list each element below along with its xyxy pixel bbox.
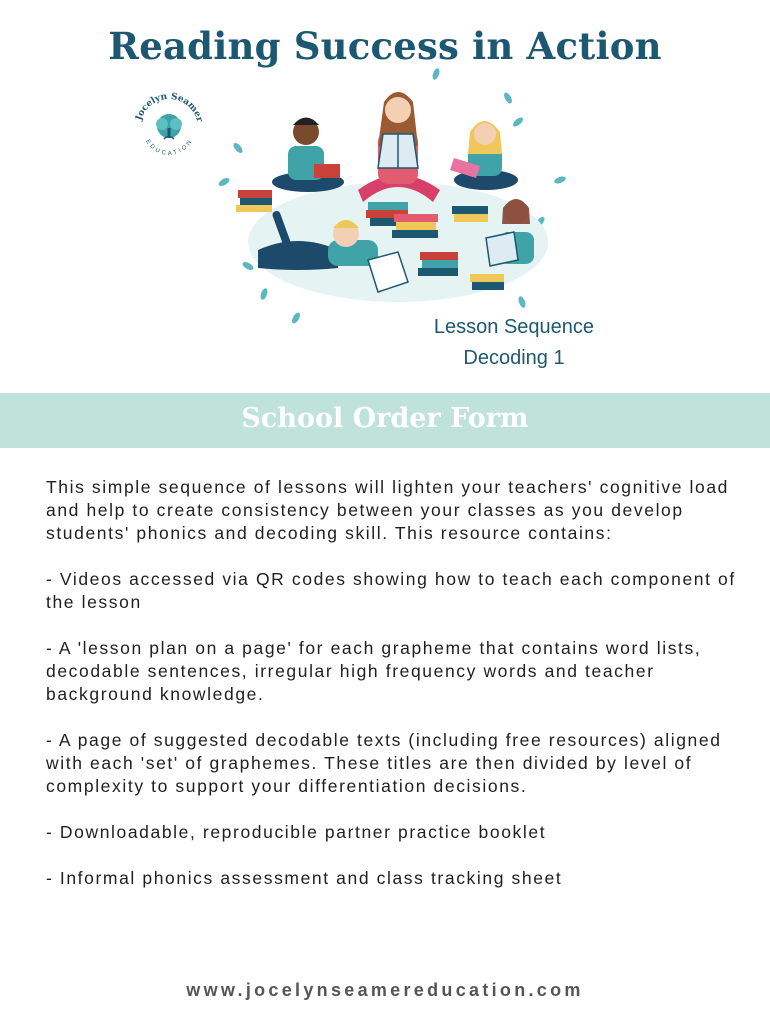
subtitle-line-2: Decoding 1 — [463, 347, 565, 369]
banner-title: School Order Form — [241, 403, 529, 434]
intro-paragraph: This simple sequence of lessons will lighten your teachers' cognitive load and help to create consistency between your classes as you develop students' phonics and decoding skill. This resource contains: — [46, 477, 730, 543]
lesson-sequence-label — [408, 312, 620, 374]
order-form-banner — [0, 393, 770, 448]
list-item: - Downloadable, reproducible partner practice booklet — [46, 822, 547, 842]
website-url[interactable]: www.jocelynseamereducation.com — [186, 980, 584, 1000]
subtitle-line-1: Lesson Sequence — [433, 316, 595, 338]
list-item: - Videos accessed via QR codes showing how to teach each component of the lesson — [46, 569, 736, 612]
svg-text:Jocelyn Seamer: Jocelyn Seamer — [134, 91, 205, 124]
svg-text:EDUCATION: EDUCATION — [144, 137, 195, 158]
description-body — [46, 476, 736, 913]
list-item: - A 'lesson plan on a page' for each grapheme that contains word lists, decodable sentences, irregular high frequency words and teacher background knowledge. — [46, 638, 702, 704]
list-item: - Informal phonics assessment and class tracking sheet — [46, 868, 563, 888]
page-title: Reading Success in Action — [108, 24, 662, 68]
list-item: - A page of suggested decodable texts (including free resources) aligned with each 'set' of graphemes. These titles are then divided by level of complexity to support your differentiation decisions. — [46, 730, 722, 796]
children-reading-illustration — [218, 62, 578, 332]
tree-icon — [128, 84, 210, 166]
